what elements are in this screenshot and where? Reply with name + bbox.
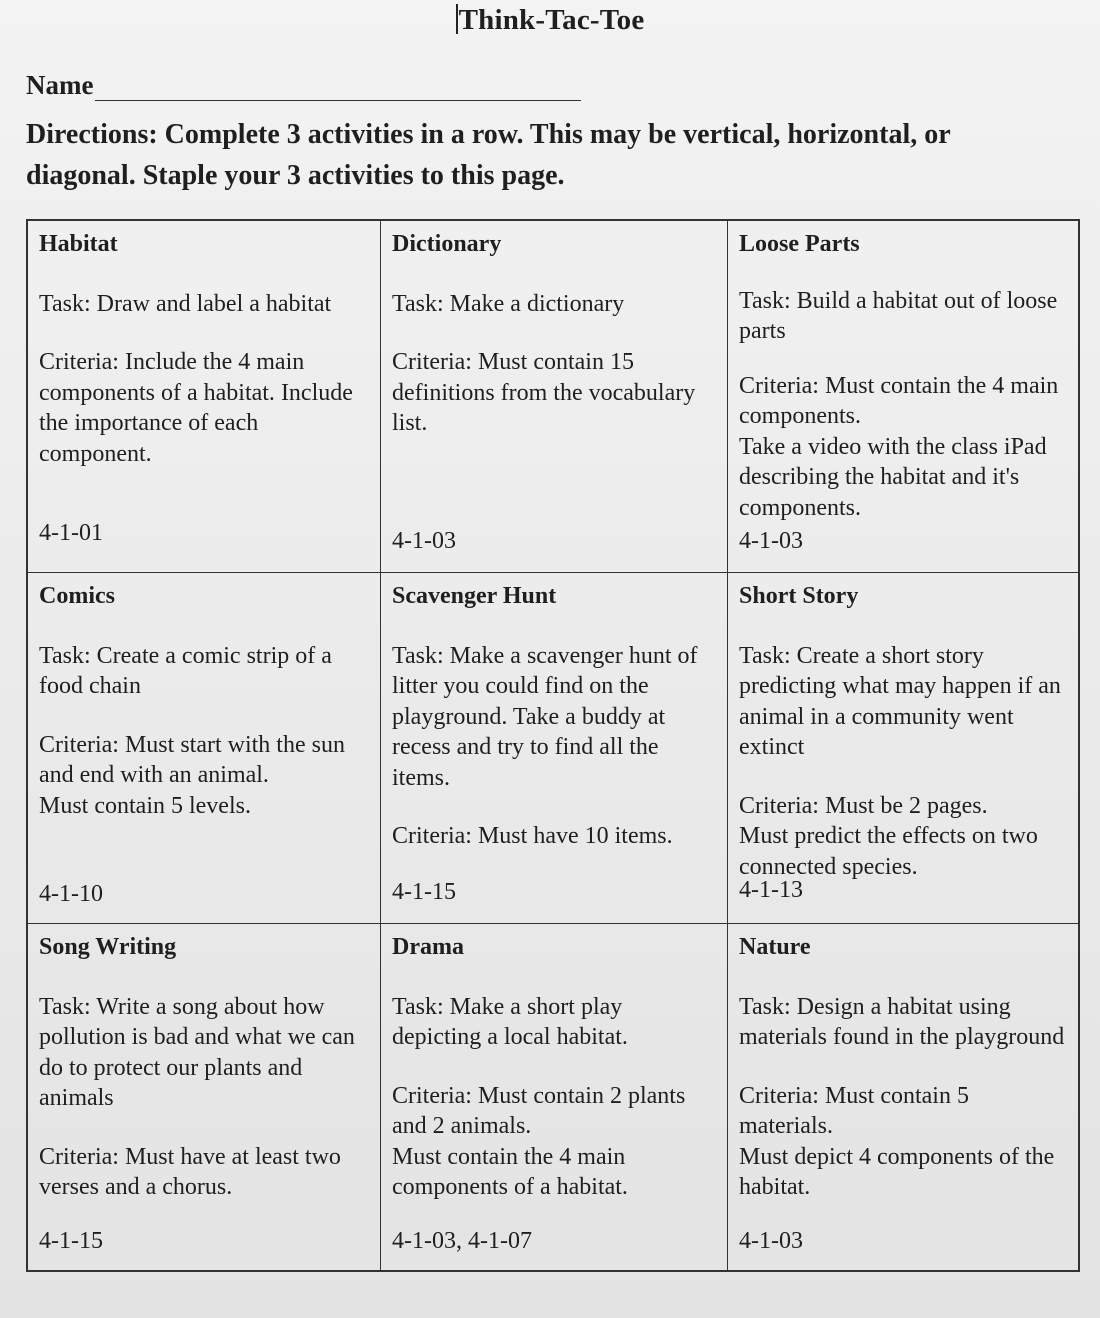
activity-criteria: Criteria: Must contain the 4 main components. Take a video with the class iPad describing the habitat and it's components.	[739, 372, 1059, 521]
name-label: Name	[26, 70, 94, 100]
outcome-code: 4-1-15	[392, 878, 456, 905]
activity-criteria: Criteria: Must be 2 pages. Must predict the effects on two connected species.	[739, 792, 1038, 880]
activity-cell-scavenger-hunt	[381, 573, 728, 924]
activity-task: Task: Create a short story predicting what may happen if an animal in a community went extinct	[739, 642, 1061, 760]
page-title	[0, 4, 1100, 37]
outcome-code: 4-1-10	[39, 880, 103, 907]
activity-task: Task: Build a habitat out of loose parts	[739, 287, 1058, 344]
outcome-code: 4-1-03	[739, 1227, 803, 1254]
activity-task: Task: Make a scavenger hunt of litter you could find on the playground. Take a buddy at recess and try to find all the items.	[392, 642, 698, 791]
outcome-code: 4-1-01	[39, 519, 103, 546]
activity-title: Dictionary	[392, 231, 502, 257]
outcome-code: 4-1-03	[392, 527, 456, 554]
activity-criteria: Criteria: Must contain 2 plants and 2 animals. Must contain the 4 main components of a habitat.	[392, 1082, 686, 1200]
name-row	[26, 70, 581, 101]
activity-title: Comics	[39, 583, 115, 609]
activity-cell-comics	[28, 573, 381, 924]
activity-criteria: Criteria: Must contain 15 definitions from the vocabulary list.	[392, 349, 696, 436]
activity-title: Nature	[739, 934, 811, 960]
outcome-code: 4-1-15	[39, 1227, 103, 1254]
activity-task: Task: Make a dictionary	[392, 290, 625, 317]
activity-cell-dictionary	[381, 221, 728, 573]
activity-task: Task: Create a comic strip of a food chain	[39, 642, 332, 699]
activity-title: Song Writing	[39, 934, 177, 960]
outcome-code: 4-1-13	[739, 876, 803, 903]
activity-cell-loose-parts	[728, 221, 1078, 573]
activity-criteria: Criteria: Must start with the sun and end with an animal. Must contain 5 levels.	[39, 731, 345, 819]
text-cursor	[456, 4, 458, 34]
activity-title: Scavenger Hunt	[392, 583, 557, 609]
outcome-code: 4-1-03, 4-1-07	[392, 1227, 532, 1254]
page-title-text: Think-Tac-Toe	[458, 4, 645, 36]
activity-task: Task: Write a song about how pollution is bad and what we can do to protect our plants and animals	[39, 993, 355, 1111]
activity-task: Task: Design a habitat using materials found in the playground	[739, 993, 1065, 1050]
activity-title: Loose Parts	[739, 231, 860, 257]
activity-criteria: Criteria: Must have 10 items.	[392, 823, 673, 849]
tic-tac-toe-grid	[26, 219, 1080, 1272]
activity-title: Drama	[392, 934, 464, 960]
name-blank-line[interactable]	[95, 78, 581, 101]
activity-cell-drama	[381, 924, 728, 1270]
activity-criteria: Criteria: Must contain 5 materials. Must depict 4 components of the habitat.	[739, 1082, 1055, 1200]
activity-cell-short-story	[728, 573, 1078, 924]
activity-task: Task: Draw and label a habitat	[39, 290, 332, 317]
activity-cell-song-writing	[28, 924, 381, 1270]
activity-criteria: Criteria: Must have at least two verses and a chorus.	[39, 1143, 341, 1200]
outcome-code: 4-1-03	[739, 527, 803, 554]
activity-task: Task: Make a short play depicting a local habitat.	[392, 993, 628, 1050]
activity-cell-nature	[728, 924, 1078, 1270]
activity-title: Short Story	[739, 583, 859, 609]
activity-criteria: Criteria: Include the 4 main components of a habitat. Include the importance of each component.	[39, 349, 353, 467]
activity-cell-habitat	[28, 221, 381, 573]
activity-title: Habitat	[39, 231, 118, 257]
directions-text: Directions: Complete 3 activities in a row. This may be vertical, horizontal, or diagonal. Staple your 3 activities to this page.	[26, 119, 951, 191]
